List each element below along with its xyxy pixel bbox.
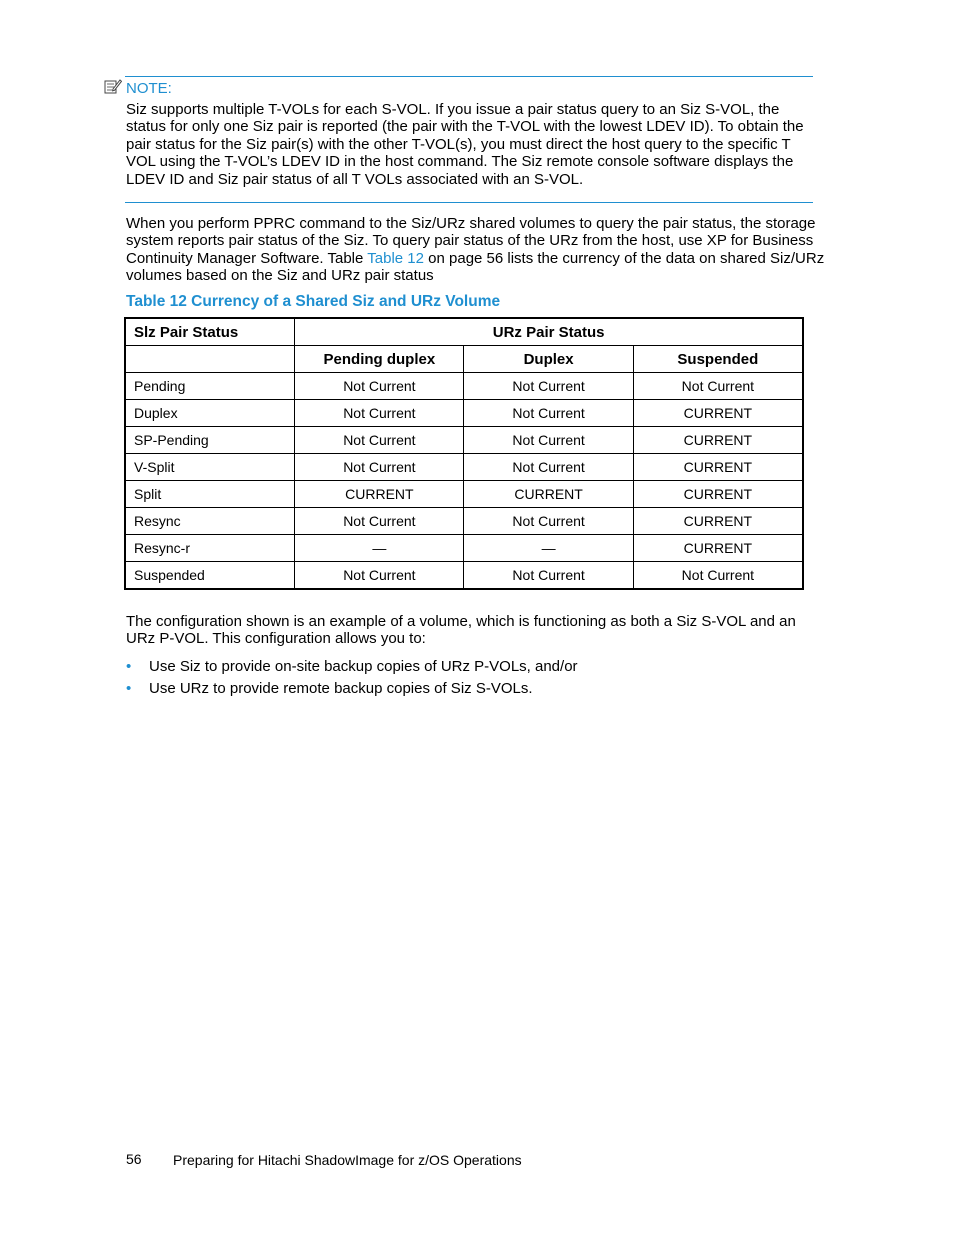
note-top-rule (125, 76, 813, 77)
column-header: Duplex (464, 346, 633, 373)
table-row (125, 454, 803, 481)
note-icon (104, 78, 122, 98)
config-paragraph: The configuration shown is an example of a volume, which is functioning as both a Siz S-VOL and an URz P-VOL. This configuration allows you to: (126, 613, 796, 648)
currency-table (124, 317, 804, 590)
cell-value: Not Current (295, 427, 464, 454)
cell-value: CURRENT (633, 535, 803, 562)
column-header: Pending duplex (295, 346, 464, 373)
row-label: Pending (125, 373, 295, 400)
table-row (125, 535, 803, 562)
cell-value: Not Current (295, 454, 464, 481)
cell-value: Not Current (464, 562, 633, 590)
row-label: Suspended (125, 562, 295, 590)
bullet-icon: • (126, 658, 132, 675)
list-item (126, 678, 578, 700)
cell-value: Not Current (464, 454, 633, 481)
cell-value: — (464, 535, 633, 562)
cell-value: CURRENT (633, 427, 803, 454)
table-caption: Table 12 Currency of a Shared Siz and URz Volume (126, 293, 501, 310)
table-row (125, 562, 803, 590)
column-header: Suspended (633, 346, 803, 373)
note-text: Siz supports multiple T-VOLs for each S-VOL. If you issue a pair status query to an Siz S-VOL, the status for only one Siz pair is reported (the pair with the T-VOL with the lowest LDEV ID). To obtain the pair status for the Siz pair(s) with the other T-VOL(s), you must direct the host query to the specific T VOL using the T-VOL’s LDEV ID in the host command. The Siz remote console software displays the LDEV ID and Siz pair status of all T VOLs associated with an S-VOL. (126, 101, 804, 188)
cell-value: — (295, 535, 464, 562)
row-label: Resync-r (125, 535, 295, 562)
bullet-text: Use Siz to provide on-site backup copies of URz P-VOLs, and/or (149, 658, 578, 675)
cell-value: CURRENT (633, 400, 803, 427)
cell-value: CURRENT (633, 508, 803, 535)
row-header: Slz Pair Status (125, 318, 295, 346)
row-label: Split (125, 481, 295, 508)
intro-paragraph (126, 215, 826, 285)
note-bottom-rule (125, 202, 813, 203)
table-row (125, 400, 803, 427)
cell-value: CURRENT (633, 481, 803, 508)
group-header: URz Pair Status (295, 318, 803, 346)
table-12-link[interactable]: Table 12 (367, 249, 424, 267)
table-row (125, 373, 803, 400)
cell-value: Not Current (464, 508, 633, 535)
cell-value: Not Current (633, 373, 803, 400)
table-subheader-row (125, 346, 803, 373)
cell-value: Not Current (295, 400, 464, 427)
table-row (125, 427, 803, 454)
cell-value: CURRENT (295, 481, 464, 508)
footer-title: Preparing for Hitachi ShadowImage for z/OS Operations (173, 1152, 522, 1168)
cell-value: Not Current (295, 508, 464, 535)
note-heading (104, 78, 172, 98)
cell-value: Not Current (464, 400, 633, 427)
row-label: Resync (125, 508, 295, 535)
cell-value: Not Current (633, 562, 803, 590)
bullet-icon: • (126, 680, 132, 697)
page-number: 56 (126, 1151, 142, 1167)
list-item (126, 656, 578, 678)
row-label: Duplex (125, 400, 295, 427)
cell-value: Not Current (295, 373, 464, 400)
row-label: SP-Pending (125, 427, 295, 454)
bullet-text: Use URz to provide remote backup copies of Siz S-VOLs. (149, 680, 533, 697)
intro-text-start: When you perform PPRC command to the Siz/URz shared volumes to query the pair status, the storage system reports pair status of the Siz. To query pair status of the URz from the host, use XP for Business Continuity Manager Software. Table (126, 215, 816, 267)
row-label: V-Split (125, 454, 295, 481)
empty-header-cell (125, 346, 295, 373)
table-header-row (125, 318, 803, 346)
cell-value: CURRENT (464, 481, 633, 508)
table-row (125, 508, 803, 535)
note-label: NOTE: (126, 79, 172, 97)
cell-value: Not Current (295, 562, 464, 590)
intro-text-end: on page 56 lists the currency of the data on shared Siz/URz volumes based on the Siz and URz pair status (126, 249, 825, 285)
table-row (125, 481, 803, 508)
cell-value: Not Current (464, 373, 633, 400)
bullet-list (126, 656, 578, 700)
cell-value: Not Current (464, 427, 633, 454)
cell-value: CURRENT (633, 454, 803, 481)
